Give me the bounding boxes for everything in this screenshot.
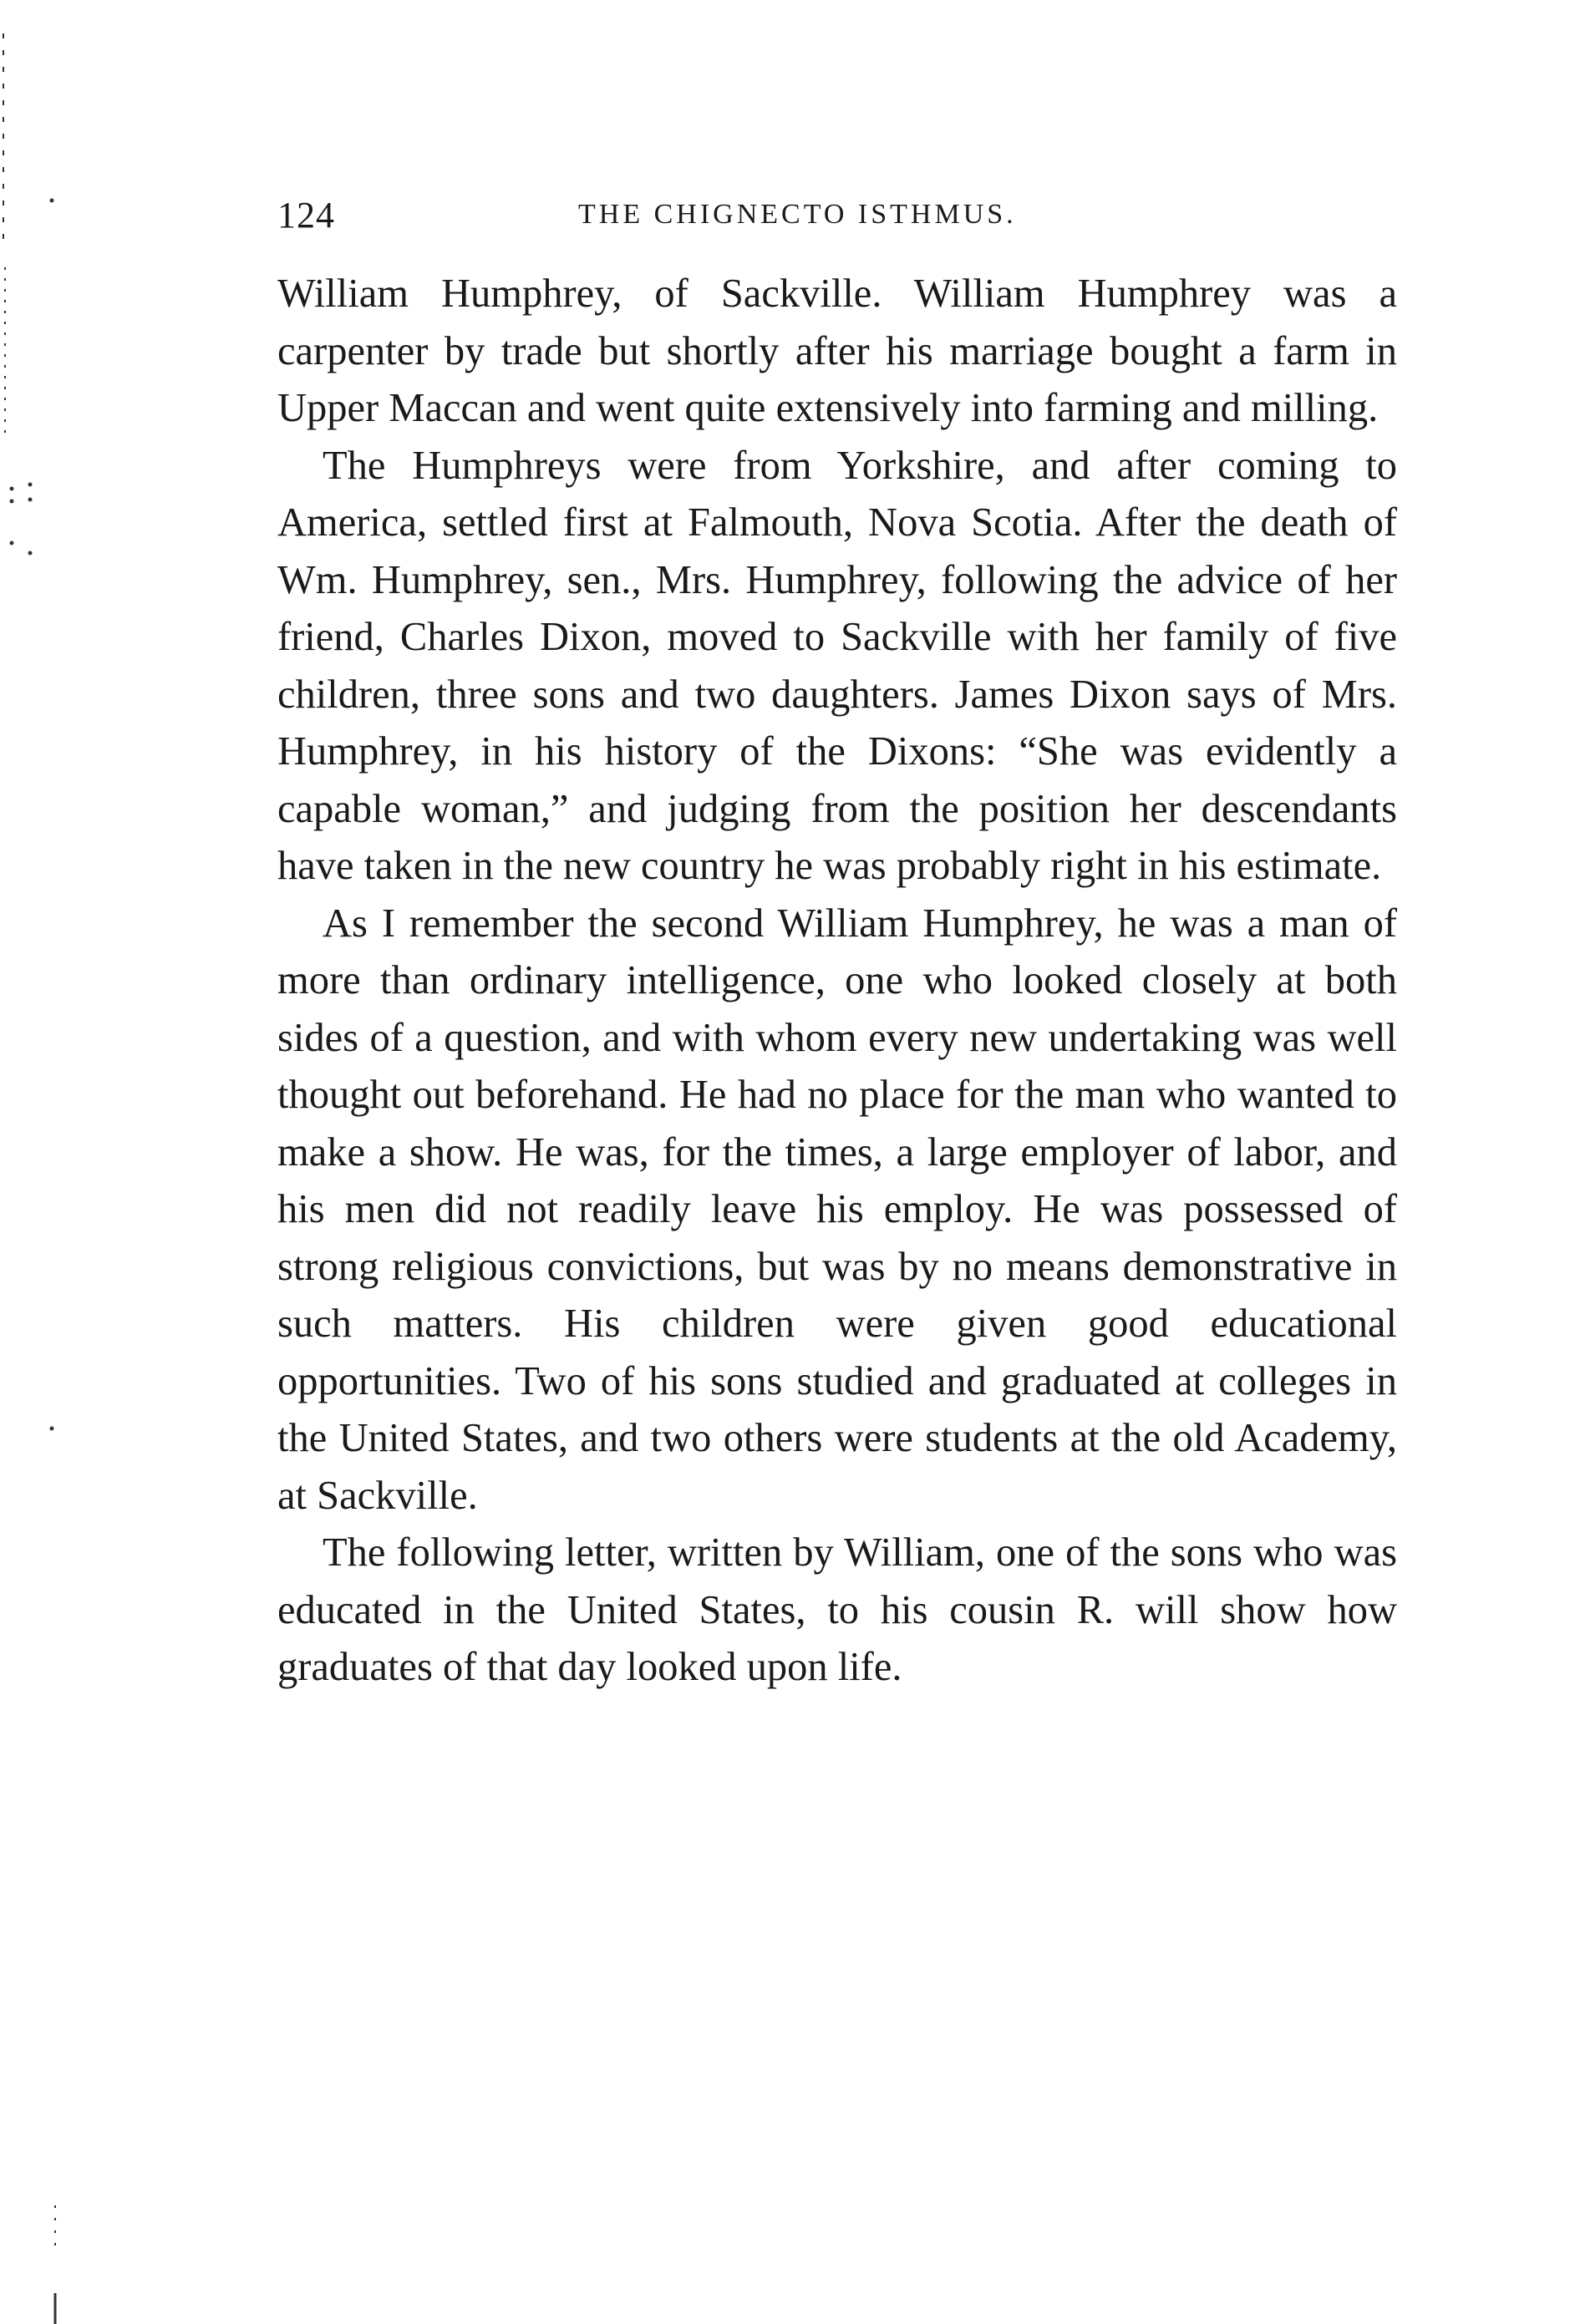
body-text <box>277 266 1397 1697</box>
running-head <box>277 194 1397 244</box>
page-number: 124 <box>277 195 335 236</box>
paragraph-1: William Humphrey, of Sackville. William Humphrey was a carpenter by trade but shortly after his marriage bought a farm in Upper Maccan and went quite extensively into farming and milling. <box>277 271 1397 430</box>
paragraph-4: The following letter, written by William, one of the sons who was educated in the United States, to his cousin R. will show how graduates of that day looked upon life. <box>277 1530 1397 1689</box>
paragraph-2: The Humphreys were from Yorkshire, and after coming to America, settled first at Falmouth, Nova Scotia. After the death of Wm. Humphrey, sen., Mrs. Humphrey, following the advice of her friend, Charles Dixon, moved to Sackville with her family of five children, three sons and two daughters. James Dixon says of Mrs. Humphrey, in his history of the Dixons: “She was evidently a capable woman,” and judging from the position her descendants have taken in the new country he was probably right in his estimate. <box>277 443 1397 888</box>
running-title: THE CHIGNECTO ISTHMUS. <box>578 199 1017 230</box>
gutter-scan-marks <box>0 0 92 2324</box>
paragraph-3: As I remember the second William Humphrey, he was a man of more than ordinary intelligence, one who looked closely at both sides of a question, and with whom every new undertaking was well thought out beforehand. He had no place for the man who wanted to make a show. He was, for the times, a large employer of labor, and his men did not readily leave his employ. He was possessed of strong religious convictions, but was by no means demonstrative in such matters. His children were given good educational opportunities. Two of his sons studied and graduated at colleges in the United States, and two others were students at the old Academy, at Sackville. <box>277 901 1397 1518</box>
